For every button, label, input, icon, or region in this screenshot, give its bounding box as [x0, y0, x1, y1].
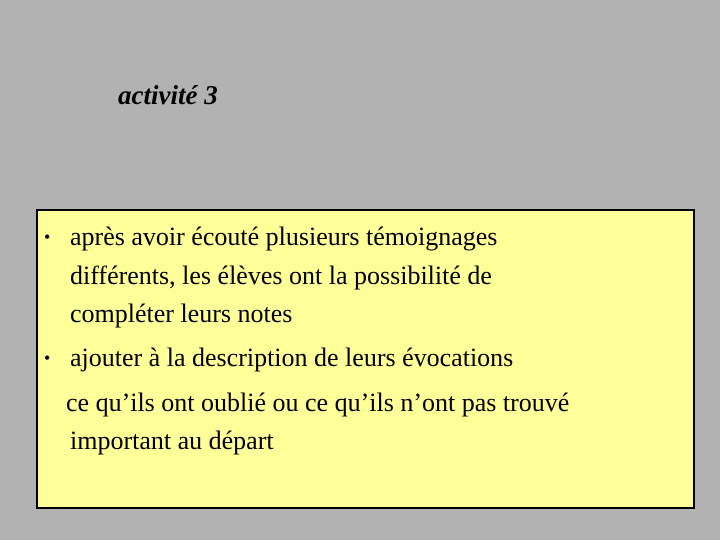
bullet-marker-2: • — [44, 348, 51, 368]
bullet-2-line-1: ajouter à la description de leurs évocations — [70, 343, 514, 372]
bullet-1-line-3: compléter leurs notes — [70, 299, 293, 328]
bullet-2-line-3: important au départ — [70, 426, 274, 455]
content-box — [36, 209, 695, 509]
bullet-1-line-2: différents, les élèves ont la possibilité de — [70, 261, 492, 290]
bullet-2-line-2: ce qu’ils ont oublié ou ce qu’ils n’ont pas trouvé — [66, 388, 570, 417]
slide-title: activité 3 — [118, 80, 218, 110]
bullet-marker-1: • — [44, 227, 51, 247]
bullet-1-line-1: après avoir écouté plusieurs témoignages — [70, 222, 498, 251]
